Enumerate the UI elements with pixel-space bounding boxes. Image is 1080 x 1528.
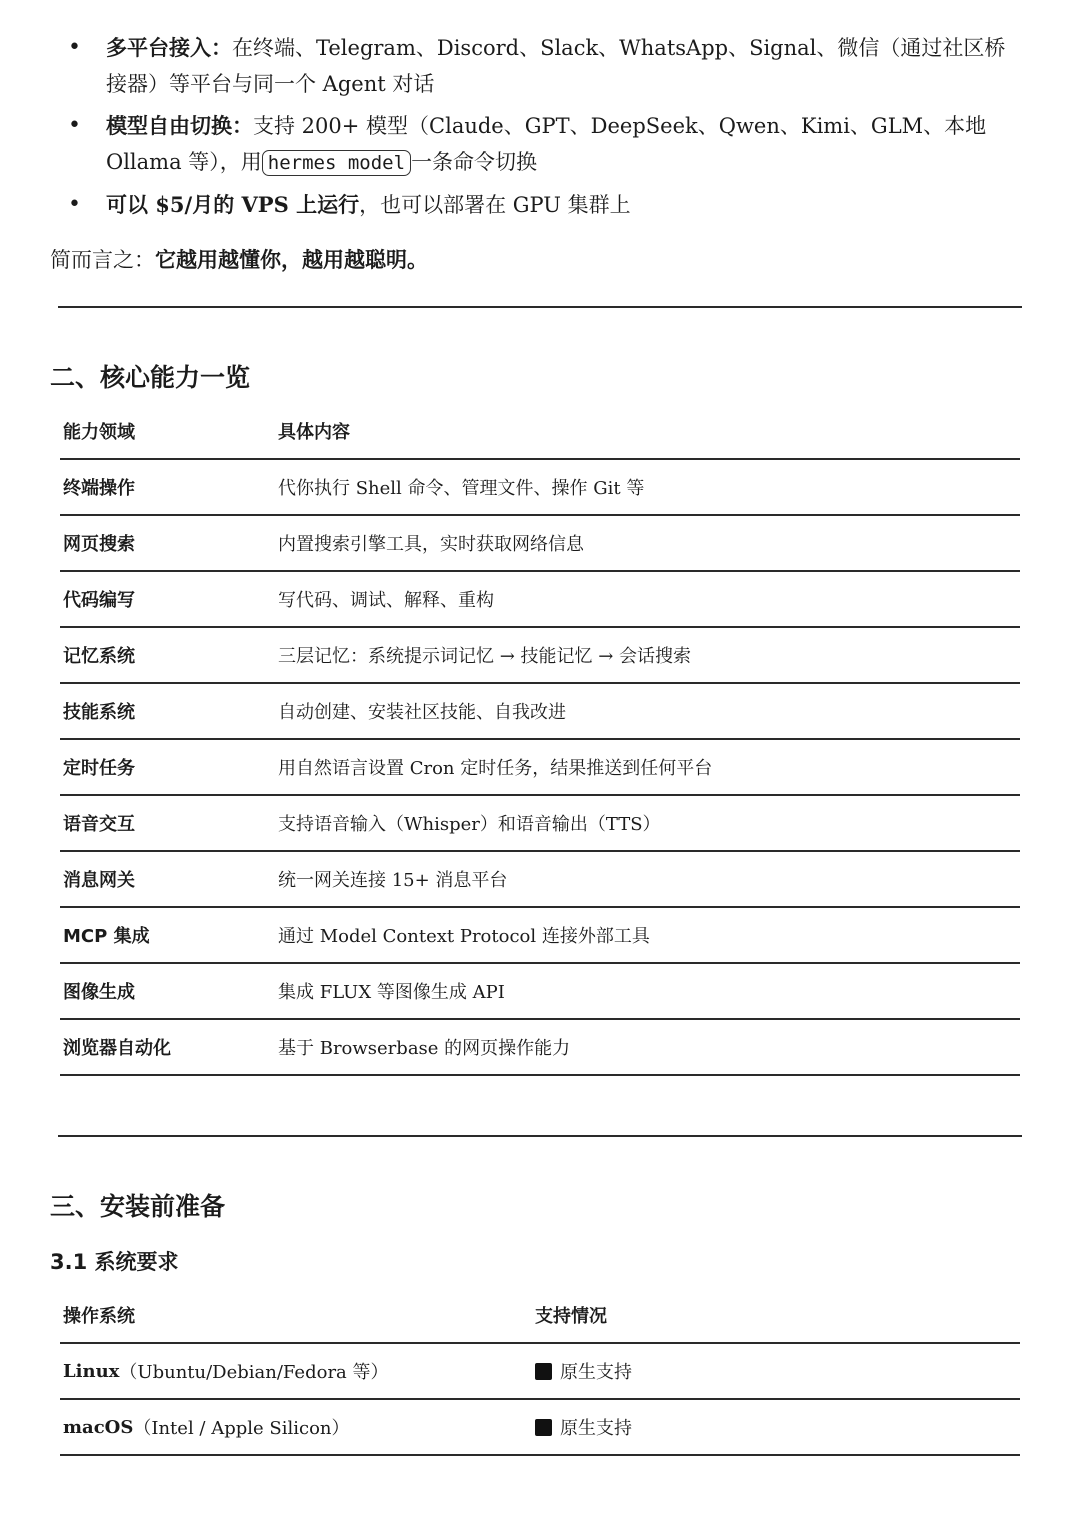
- divider: [58, 1135, 1022, 1137]
- table-row: [60, 460, 1020, 516]
- bullet-text: 支持 200+ 模型（Claude、GPT、DeepSeek、Qwen、Kimi、GLM、本地 Ollama 等），用: [106, 114, 987, 174]
- summary-bold: 它越用越懂你，越用越聪明。: [155, 247, 428, 272]
- table-row: [60, 852, 1020, 908]
- table-row: [60, 964, 1020, 1020]
- inline-code: hermes model: [262, 150, 411, 176]
- table-row: [60, 684, 1020, 740]
- section3-subtitle: 3.1 系统要求: [50, 1250, 179, 1274]
- bullet-text: ，也可以部署在 GPU 集群上: [359, 193, 631, 217]
- summary-line: [50, 244, 428, 274]
- table-row: [60, 908, 1020, 964]
- support-text: 原生支持: [560, 1362, 632, 1383]
- row-domain: 技能系统: [63, 702, 135, 723]
- row-content: 支持语音输入（Whisper）和语音输出（TTS）: [278, 814, 661, 835]
- bullet-vps: [62, 187, 1022, 223]
- table-header-row: [60, 404, 1020, 460]
- row-domain: 图像生成: [63, 982, 135, 1003]
- os-detail: （Intel / Apple Silicon）: [133, 1418, 350, 1439]
- summary-prefix: 简而言之：: [50, 248, 155, 272]
- table-row: [60, 516, 1020, 572]
- table-row: [60, 1344, 1020, 1400]
- row-domain: 浏览器自动化: [63, 1038, 171, 1059]
- row-domain: 定时任务: [63, 758, 135, 779]
- divider: [58, 306, 1022, 308]
- row-support: [535, 1344, 632, 1398]
- row-domain: MCP 集成: [63, 926, 150, 947]
- row-support: [535, 1400, 632, 1454]
- table-row: [60, 740, 1020, 796]
- bullet-text: 一条命令切换: [411, 150, 538, 174]
- capability-table: [60, 404, 1020, 1076]
- table-row: [60, 1020, 1020, 1076]
- row-domain: 语音交互: [63, 814, 135, 835]
- row-content: 统一网关连接 15+ 消息平台: [278, 870, 508, 891]
- check-square-icon: [535, 1363, 552, 1380]
- os-detail: （Ubuntu/Debian/Fedora 等）: [119, 1362, 389, 1383]
- row-domain: 网页搜索: [63, 534, 135, 555]
- header-content: 具体内容: [278, 422, 350, 443]
- support-text: 原生支持: [560, 1418, 632, 1439]
- row-os: [63, 1344, 389, 1398]
- section2-title: 二、核心能力一览: [50, 363, 251, 392]
- row-content: 用自然语言设置 Cron 定时任务，结果推送到任何平台: [278, 758, 713, 779]
- row-content: 内置搜索引擎工具，实时获取网络信息: [278, 534, 584, 555]
- row-content: 写代码、调试、解释、重构: [278, 590, 494, 611]
- row-domain: 记忆系统: [63, 646, 135, 667]
- header-os: 操作系统: [63, 1306, 135, 1327]
- row-content: 代你执行 Shell 命令、管理文件、操作 Git 等: [278, 478, 645, 499]
- section3-title: 三、安装前准备: [50, 1192, 226, 1221]
- bullet-text: 在终端、Telegram、Discord、Slack、WhatsApp、Signal、微信（通过社区桥接器）等平台与同一个 Agent 对话: [106, 36, 1006, 96]
- row-domain: 终端操作: [63, 478, 135, 499]
- os-name: macOS: [63, 1416, 134, 1438]
- row-domain: 代码编写: [63, 590, 135, 611]
- bullet-lead: 可以 $5/月的 VPS 上运行: [106, 192, 360, 217]
- header-capability: 能力领域: [63, 422, 135, 443]
- os-name: Linux: [63, 1360, 120, 1382]
- row-domain: 消息网关: [63, 870, 135, 891]
- bullet-lead: 多平台接入：: [106, 35, 232, 60]
- row-os: [63, 1400, 350, 1454]
- header-support: 支持情况: [535, 1306, 607, 1327]
- feature-bullet-list: [62, 30, 1022, 229]
- row-content: 自动创建、安装社区技能、自我改进: [278, 702, 566, 723]
- table-row: [60, 1400, 1020, 1456]
- bullet-model-switch: [62, 108, 1022, 181]
- row-content: 基于 Browserbase 的网页操作能力: [278, 1038, 571, 1059]
- check-square-icon: [535, 1419, 552, 1436]
- row-content: 三层记忆：系统提示词记忆 → 技能记忆 → 会话搜索: [278, 646, 692, 667]
- system-requirements-table: [60, 1288, 1020, 1456]
- table-row: [60, 796, 1020, 852]
- bullet-multi-platform: [62, 30, 1022, 102]
- table-row: [60, 628, 1020, 684]
- row-content: 通过 Model Context Protocol 连接外部工具: [278, 926, 650, 947]
- table-header-row: [60, 1288, 1020, 1344]
- bullet-lead: 模型自由切换：: [106, 113, 253, 138]
- row-content: 集成 FLUX 等图像生成 API: [278, 982, 505, 1003]
- table-row: [60, 572, 1020, 628]
